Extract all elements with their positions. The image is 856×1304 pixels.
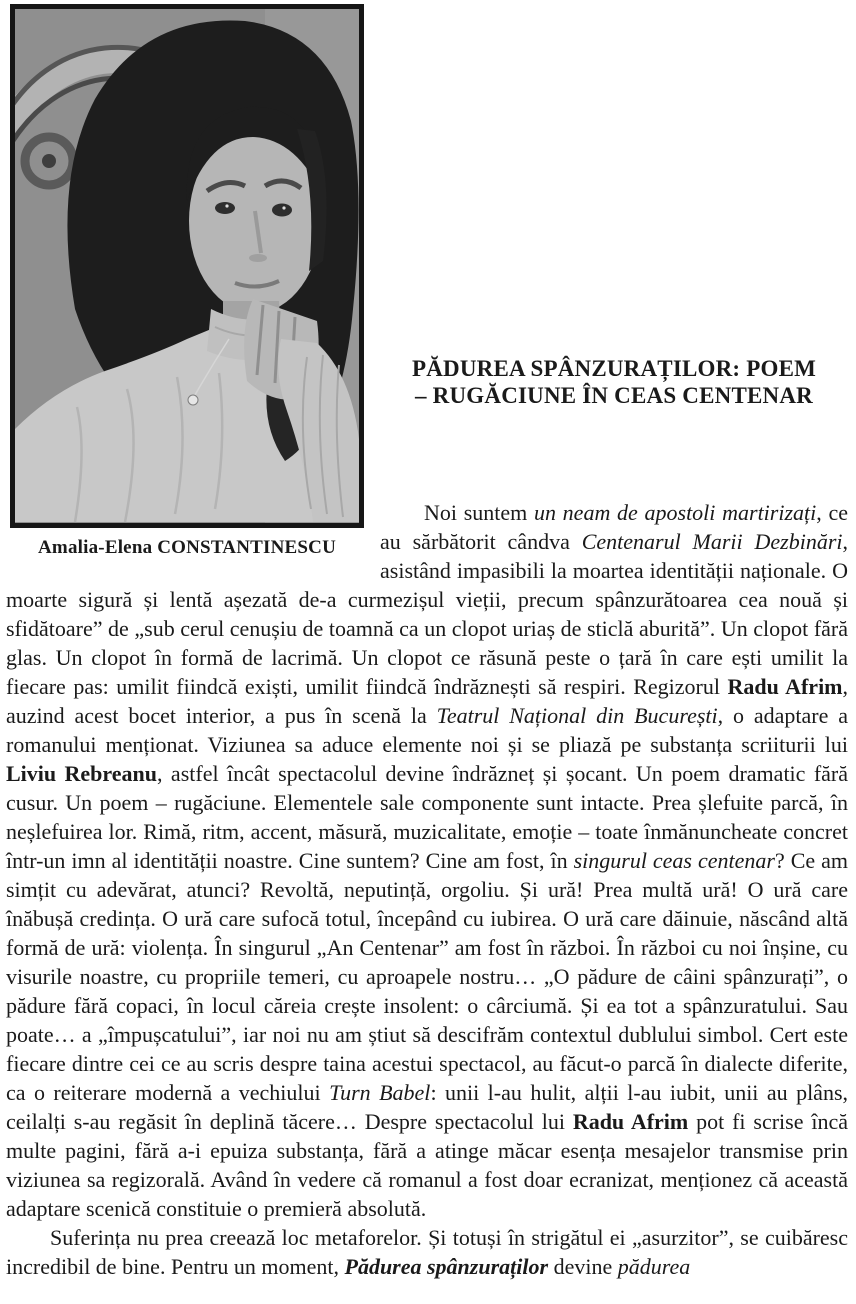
text-segment: Suferința nu prea creează loc metaforelor. Și totuși în strigătul ei „asurzitor”, se cuibăresc incredibil de bine. Pentru un moment, (6, 1225, 848, 1279)
text-segment: , astfel încât spectacolul devine îndrăzneț și șocant. Un poem dramatic fără cusur. Un poem – rugăciune. Elementele sale componente sunt intacte. Prea șlefuite parcă, în neșlefuirea lor. Rimă, ritm, accent, măsură, muzicalitate, emoție – toate înmănuncheate concret într-un imn al identității noastre. Cine suntem? Cine am fost, în (6, 761, 849, 873)
text-segment: devine (548, 1254, 618, 1279)
text-segment: Pădurea spânzuraților (344, 1254, 549, 1279)
portrait-illustration (15, 9, 359, 523)
text-segment: : unii l-au hulit, alții l-au iubit, unii au plâns, ceilalți s-au regăsit în deplină tăcere… Despre spectacolul lui (6, 1080, 849, 1134)
text-segment: singurul ceas centenar (573, 848, 775, 873)
article-title-line-2: – RUGĂCIUNE ÎN CEAS CENTENAR (415, 383, 813, 408)
text-segment: ? Ce am simțit cu adevărat, atunci? Revoltă, neputință, orgoliu. Și ură! Prea multă ură! O ură care înăbușă credința. O ură care sufocă totul, începând cu iubirea. O ură care dăinuie, născând altă formă de ură: violența. În singurul „An Centenar” am fost în război. În război cu noi înșine, cu visurile noastre, cu propriile temeri, cu aproapele nostru… „O pădure de câini spânzurați”, o pădure fără copaci, în locul căreia crește insolent: o cârciumă. Și ea tot a spânzuratului. Sau poate… a „împușcatului”, iar noi nu am știut să descifrăm contextul dublului simbol. Cert este fiecare dintre cei ce au scris despre taina acestui spectacol, au făcut-o parcă în dialecte diferite, ca o reiterare modernă a vechiului (6, 848, 848, 1105)
body-paragraph-2 (6, 1223, 848, 1281)
body-paragraph-1 (6, 498, 848, 1223)
text-segment: , auzind acest bocet interior, a pus în scenă la (6, 674, 849, 728)
text-segment: Radu Afrim (727, 674, 843, 699)
photo-caption: Amalia-Elena CONSTANTINESCU (38, 537, 336, 558)
portrait-figure (10, 4, 364, 560)
text-segment: Turn Babel (329, 1080, 431, 1105)
text-segment: Liviu Rebreanu (6, 761, 158, 786)
text-segment: Centenarul Marii Dezbinări (581, 529, 843, 554)
text-segment: , asistând impasibili la moartea identității naționale. O moarte sigură și lentă așezată de-a curmezișul vieții, precum spânzurătoarea cea nouă și sfidătoare” de „sub cerul cenușiu de toamnă ca un clopot uriaș de sticlă aburită”. Un clopot fără glas. Un clopot în formă de lacrimă. Un clopot ce răsună peste o țară în care ești umilit la fiecare pas: umilit fiindcă exiști, umilit fiindcă îndrăznești să respiri. Regizorul (6, 529, 849, 699)
text-segment: , ce au sărbătorit cândva (380, 500, 848, 554)
text-segment: pădurea (617, 1254, 691, 1279)
article-title-line-1: PĂDUREA SPÂNZURAȚILOR: POEM (411, 356, 817, 381)
text-segment: , o adaptare a romanului menționat. Viziunea sa aduce elemente noi și se pliază pe substanța scriiturii lui (6, 703, 848, 757)
text-segment: pot fi scrise încă multe pagini, fără a-i epuiza substanța, fără a atinge măcar esența mesajelor transmise prin viziunea sa regizorală. Având în vedere că romanul a fost doar ecranizat, menționez că această adaptare scenică constituie o premieră absolută. (6, 1109, 849, 1221)
text-segment: Teatrul Național din București (436, 703, 718, 728)
text-segment: Noi suntem (424, 500, 534, 525)
text-segment: Radu Afrim (572, 1109, 689, 1134)
portrait-frame (10, 4, 364, 528)
text-segment: un neam de apostoli martirizați (533, 500, 817, 525)
